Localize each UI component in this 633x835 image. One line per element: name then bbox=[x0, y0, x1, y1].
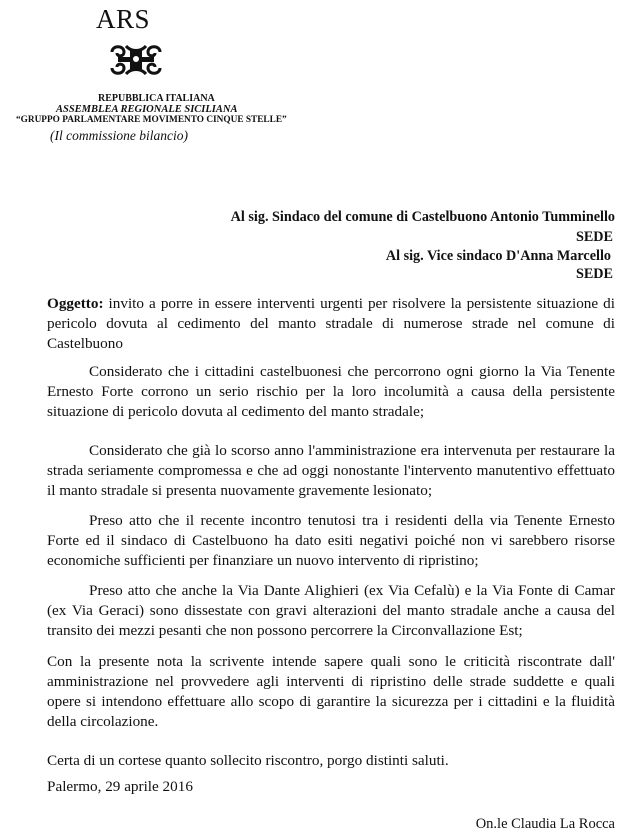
body-paragraph: Considerato che i cittadini castelbuonesi che percorrono ogni giorno la Via Tenente Ernesto Forte corrono un serio rischio per la loro incolumità a causa della persistente situazione di pericolo dovuta al cedimento del manto stradale; bbox=[47, 363, 615, 420]
subject-text: invito a porre in essere interventi urgenti per risolvere la persistente situazione di pericolo dovuta al cedimento del manto stradale di numerose strade nel comune di Castelbuono bbox=[47, 295, 615, 352]
closing-salutation: Certa di un cortese quanto sollecito riscontro, porgo distinti saluti. bbox=[47, 752, 449, 769]
subject-label: Oggetto: bbox=[47, 295, 104, 312]
subject-paragraph bbox=[47, 294, 615, 354]
letterhead-assembly: ASSEMBLEA REGIONALE SICILIANA bbox=[56, 104, 238, 115]
letterhead-republic: REPUBBLICA ITALIANA bbox=[98, 93, 215, 104]
signature: On.le Claudia La Rocca bbox=[475, 816, 615, 832]
body-paragraph: Preso atto che il recente incontro tenutosi tra i residenti della via Tenente Ernesto Forte ed il sindaco di Castelbuono ha dato esiti negativi poiché non vi sarebbero risorse economiche sufficienti per finanziare un nuovo intervento di ripristino; bbox=[47, 512, 615, 569]
ars-logo-text: ARS bbox=[96, 4, 151, 34]
place-date: Palermo, 29 aprile 2016 bbox=[47, 778, 193, 795]
body-paragraph: Con la presente nota la scrivente intende sapere quali sono le criticità riscontrate dall' amministrazione nel provvedere agli interventi di ripristino delle strade suddette e quali opere si intendono effettuare allo scopo di garantire la sicurezza per i cittadini e la fluidità della circolazione. bbox=[47, 653, 615, 730]
addressee-mayor-sede: SEDE bbox=[575, 229, 613, 245]
ars-emblem-icon bbox=[104, 38, 168, 80]
body-paragraph: Considerato che già lo scorso anno l'amministrazione era intervenuta per restaurare la strada seriamente compromessa e che ad oggi nonostante l'intervento manutentivo effettuato il manto stradale si presenta nuovamente gravemente lesionato; bbox=[47, 442, 615, 499]
addressee-vice-mayor-sede: SEDE bbox=[575, 266, 613, 282]
letterhead-commission: (Il commissione bilancio) bbox=[50, 128, 188, 143]
letterhead-group: “GRUPPO PARLAMENTARE MOVIMENTO CINQUE STELLE” bbox=[16, 115, 287, 125]
addressee-mayor: Al sig. Sindaco del comune di Castelbuono Antonio Tumminello bbox=[230, 209, 615, 225]
body-paragraph: Preso atto che anche la Via Dante Alighieri (ex Via Cefalù) e la Via Fonte di Camar (ex Via Geraci) sono dissestate con gravi alterazioni del manto stradale anche a causa del transito dei mezzi pesanti che non possono percorrere la Circonvallazione Est; bbox=[47, 582, 615, 639]
addressee-vice-mayor: Al sig. Vice sindaco D'Anna Marcello bbox=[385, 248, 611, 264]
